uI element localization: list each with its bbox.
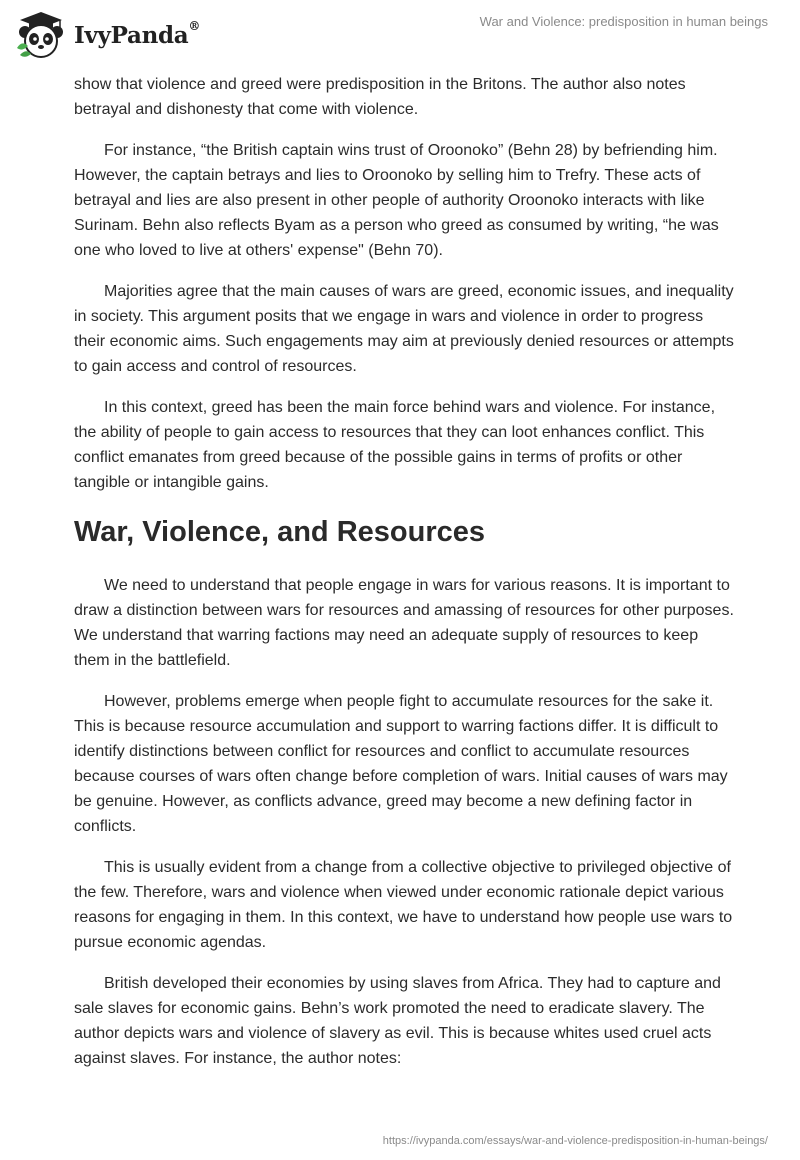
source-url[interactable]: https://ivypanda.com/essays/war-and-violence-predisposition-in-human-beings/ xyxy=(382,1135,768,1147)
paragraph: For instance, “the British captain wins trust of Oroonoko” (Behn 28) by befriending him. However, the captain betrays and lies to Oroonoko by selling him to Trefry. These acts of betrayal and lies are also present in other people of authority Oroonoko interacts with like Surinam. Behn also reflects Byam as a person who greed as consumed by writing, “he was one who loved to live at others' expense" (Behn 70). xyxy=(74,142,719,259)
paragraph: In this context, greed has been the main force behind wars and violence. For instance, the ability of people to gain access to resources that they can loot enhances conflict. This conflict emanates from greed because of the possible gains in terms of profits or other tangible or intangible gains. xyxy=(74,399,716,491)
brand-name: IvyPanda® xyxy=(74,18,201,49)
paragraph: British developed their economies by using slaves from Africa. They had to capture and sale slaves for economic gains. Behn’s work promoted the need to eradicate slavery. The author depicts wars and violence of slavery as evil. This is because whites used cruel acts against slaves. For instance, the author notes: xyxy=(74,975,721,1067)
logo[interactable] xyxy=(14,10,200,60)
page-header xyxy=(0,0,800,70)
paragraph: Majorities agree that the main causes of wars are greed, economic issues, and inequality in society. This argument posits that we engage in wars and violence in order to progress their economic aims. Such engagements may aim at previously denied resources or attempts to gain access and control of resources. xyxy=(74,283,734,375)
paragraph: This is usually evident from a change from a collective objective to privileged objective of the few. Therefore, wars and violence when viewed under economic rationale depict various reasons for engaging in them. In this context, we have to understand how people use wars to pursue economic agendas. xyxy=(74,859,733,951)
paragraph: However, problems emerge when people fight to accumulate resources for the sake it. This is because resource accumulation and support to warring factions differ. It is difficult to identify distinctions between conflict for resources and conflict to accumulate resources because courses of wars often change before completion of wars. Initial causes of wars may be genuine. However, as conflicts advance, greed may become a new defining factor in conflicts. xyxy=(74,693,728,835)
paragraph: show that violence and greed were predisposition in the Britons. The author also notes betrayal and dishonesty that come with violence. xyxy=(74,76,686,118)
paragraph: We need to understand that people engage in wars for various reasons. It is important to draw a distinction between wars for resources and amassing of resources for other purposes. We understand that warring factions may need an adequate supply of resources to keep them in the battlefield. xyxy=(74,577,734,669)
essay-body xyxy=(74,72,734,1087)
panda-logo-icon xyxy=(14,10,68,60)
section-heading: War, Violence, and Resources xyxy=(74,516,485,548)
document-title: War and Violence: predisposition in human beings xyxy=(479,14,768,29)
